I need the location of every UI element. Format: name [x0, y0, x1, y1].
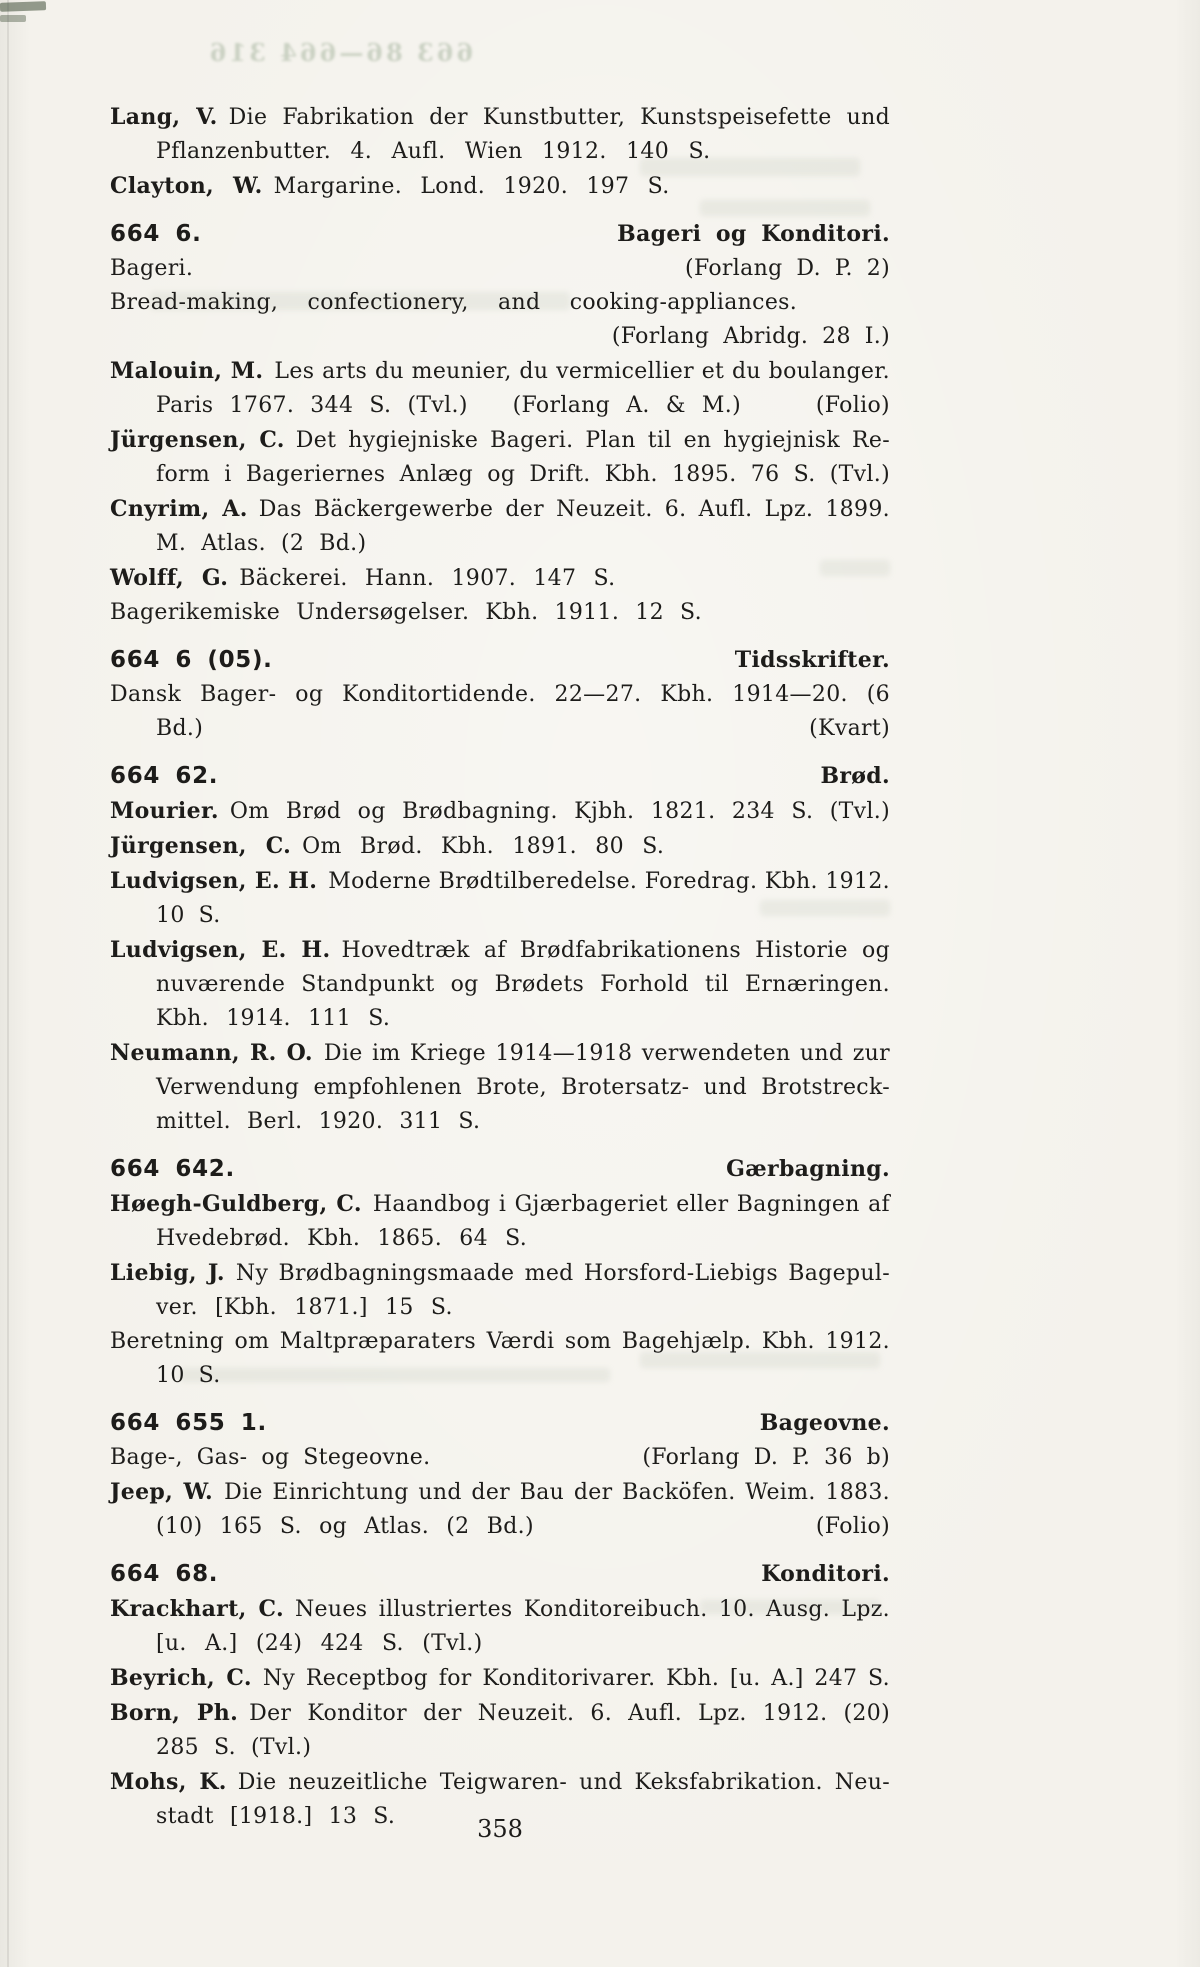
- entry-text: stadt [1918.] 13 S.: [156, 1804, 396, 1829]
- author-name: Born, Ph.: [110, 1700, 239, 1726]
- entry-left-part: [110, 1152, 235, 1187]
- entry-text: Die im Kriege 1914—1918 verwendeten und zur: [323, 1041, 891, 1066]
- entry-left-part: [110, 1557, 218, 1592]
- catalog-line: [110, 458, 890, 492]
- section-label: Tidsskrifter.: [734, 647, 890, 673]
- entry-text: Der Konditor der Neuzeit. 6. Aufl. Lpz. 1912. (20): [249, 1701, 890, 1726]
- catalog-line: [110, 1696, 890, 1731]
- annotation-right: (Folio): [815, 1514, 890, 1539]
- catalog-line: [110, 1359, 890, 1393]
- catalog-text-block: [110, 100, 890, 1834]
- entry-text: Pflanzenbutter. 4. Aufl. Wien 1912. 140 S.: [156, 139, 711, 164]
- catalog-line: [110, 561, 890, 596]
- entry-text: Om Brød og Brødbagning. Kjbh. 1821. 234 S. (Tvl.): [229, 799, 890, 824]
- classification-number: 664 62.: [110, 763, 219, 789]
- catalog-line: [110, 1325, 890, 1359]
- author-name: Mourier.: [110, 798, 219, 824]
- catalog-line: [110, 1222, 890, 1256]
- entry-text: form i Bageriernes Anlæg og Drift. Kbh. 1895. 76 S. (Tvl.): [156, 462, 890, 487]
- entry-text: Hovedtræk af Brødfabrikationens Historie og: [341, 938, 890, 963]
- entry-text: M. Atlas. (2 Bd.): [156, 531, 367, 556]
- author-name: Jürgensen, C.: [110, 833, 292, 859]
- entry-text: (10) 165 S. og Atlas. (2 Bd.): [156, 1514, 534, 1539]
- annotation-right: (Folio): [815, 393, 890, 418]
- author-name: Jürgensen, C.: [110, 427, 285, 453]
- entry-left-part: [156, 712, 203, 746]
- section-header-line: [110, 217, 890, 252]
- catalog-line: [110, 286, 890, 320]
- catalog-line: [110, 1036, 890, 1071]
- entry-text: Paris 1767. 344 S. (Tvl.): [156, 393, 468, 418]
- classification-number: 664 68.: [110, 1561, 219, 1587]
- entry-left-part: [110, 1441, 430, 1475]
- entry-text: Neues illustriertes Konditoreibuch. 10. Ausg. Lpz.: [294, 1597, 890, 1622]
- author-name: Wolff, G.: [110, 565, 229, 591]
- classification-number: 664 6 (05).: [110, 647, 273, 673]
- catalog-line: [110, 423, 890, 458]
- section-label: Gærbagning.: [726, 1156, 890, 1182]
- entry-text: Ny Receptbog for Konditorivarer. Kbh. [u. A.] 247 S.: [262, 1666, 890, 1691]
- entry-text: mittel. Berl. 1920. 311 S.: [156, 1109, 481, 1134]
- section-header-line: [110, 1557, 890, 1592]
- section-label: Konditori.: [761, 1561, 890, 1587]
- entry-text: Det hygiejniske Bageri. Plan til en hygiejnisk Re-: [295, 428, 890, 453]
- entry-text: Om Brød. Kbh. 1891. 80 S.: [302, 834, 665, 859]
- catalog-line: [110, 389, 890, 423]
- catalog-line: [110, 135, 890, 169]
- catalog-line: [110, 794, 890, 829]
- scan-artifact-corner-mark: [0, 15, 26, 22]
- section-header-line: [110, 1406, 890, 1441]
- author-name: Clayton, W.: [110, 173, 263, 199]
- entry-text: Bage-, Gas- og Stegeovne.: [110, 1445, 431, 1470]
- catalog-line: [110, 968, 890, 1002]
- entry-left-part: [110, 759, 218, 794]
- catalog-line: [110, 1002, 890, 1036]
- entry-left-part: [156, 1510, 534, 1544]
- annotation-right: (Kvart): [809, 716, 890, 741]
- entry-text: Bd.): [156, 716, 204, 741]
- annotation-mid: (Forlang A. & M.): [512, 393, 741, 418]
- section-header-line: [110, 759, 890, 794]
- entry-text: 10 S.: [156, 903, 221, 928]
- entry-text: Die Fabrikation der Kunstbutter, Kunstspeisefette und: [228, 105, 890, 130]
- entry-text: Bageri.: [110, 256, 194, 281]
- annotation-right: (Forlang Abridg. 28 I.): [611, 324, 890, 349]
- catalog-line: [110, 1627, 890, 1661]
- catalog-line: [110, 678, 890, 712]
- entry-left-part: [156, 389, 468, 423]
- catalog-line: [110, 1256, 890, 1291]
- author-name: Ludvigsen, E. H.: [110, 868, 318, 894]
- entry-text: Ny Brødbagningsmaade med Horsford-Liebigs Bagepul-: [235, 1261, 890, 1286]
- catalog-line: [110, 320, 890, 354]
- catalog-line: [110, 829, 890, 864]
- entry-left-part: [110, 217, 202, 252]
- catalog-line: [110, 492, 890, 527]
- author-name: Beyrich, C.: [110, 1665, 252, 1691]
- catalog-line: [110, 1475, 890, 1510]
- section-label: Bageovne.: [759, 1410, 890, 1436]
- entry-left-part: [110, 643, 273, 678]
- catalog-line: [110, 1187, 890, 1222]
- catalog-line: [110, 596, 890, 630]
- entry-text: Dansk Bager- og Konditortidende. 22—27. Kbh. 1914—20. (6: [110, 682, 890, 707]
- catalog-line: [110, 1592, 890, 1627]
- entry-text: Beretning om Maltpræparaters Værdi som Bagehjælp. Kbh. 1912.: [110, 1329, 890, 1354]
- section-header-line: [110, 1152, 890, 1187]
- author-name: Krackhart, C.: [110, 1596, 284, 1622]
- entry-text: 10 S.: [156, 1363, 221, 1388]
- author-name: Neumann, R. O.: [110, 1040, 313, 1066]
- author-name: Jeep, W.: [110, 1479, 214, 1505]
- author-name: Høegh-Guldberg, C.: [110, 1191, 362, 1217]
- entry-text: Bread-making, confectionery, and cooking-appliances.: [110, 290, 798, 315]
- entry-left-part: [110, 1406, 267, 1441]
- annotation-right: (Forlang D. P. 2): [685, 256, 890, 281]
- author-name: Mohs, K.: [110, 1769, 227, 1795]
- entry-text: Hvedebrød. Kbh. 1865. 64 S.: [156, 1226, 528, 1251]
- scan-artifact-crease: [7, 0, 9, 1967]
- section-header-line: [110, 643, 890, 678]
- author-name: Cnyrim, A.: [110, 496, 248, 522]
- classification-number: 664 655 1.: [110, 1410, 267, 1436]
- catalog-line: [110, 1105, 890, 1139]
- section-label: Bageri og Konditori.: [617, 221, 890, 247]
- catalog-line: [110, 1661, 890, 1696]
- classification-number: 664 642.: [110, 1156, 235, 1182]
- catalog-line: [110, 1731, 890, 1765]
- catalog-line: [110, 933, 890, 968]
- author-name: Malouin, M.: [110, 358, 264, 384]
- entry-text: Margarine. Lond. 1920. 197 S.: [273, 174, 670, 199]
- entry-text: Haandbog i Gjærbageriet eller Bagningen af: [372, 1192, 890, 1217]
- entry-text: Verwendung empfohlenen Brote, Brotersatz- und Brotstreck-: [156, 1075, 890, 1100]
- entry-text: Die Einrichtung und der Bau der Backöfen. Weim. 1883.: [224, 1480, 891, 1505]
- page-number: 358: [477, 1815, 523, 1843]
- catalog-line: [110, 864, 890, 899]
- entry-left-part: [110, 252, 193, 286]
- entry-text: ver. [Kbh. 1871.] 15 S.: [156, 1295, 453, 1320]
- entry-text: Bäckerei. Hann. 1907. 147 S.: [239, 566, 616, 591]
- catalog-line: [110, 1441, 890, 1475]
- author-name: Liebig, J.: [110, 1260, 225, 1286]
- entry-text: Bagerikemiske Undersøgelser. Kbh. 1911. 12 S.: [110, 600, 702, 625]
- entry-text: Moderne Brødtilberedelse. Foredrag. Kbh. 1912.: [328, 869, 890, 894]
- entry-text: [u. A.] (24) 424 S. (Tvl.): [156, 1631, 483, 1656]
- catalog-line: [110, 1765, 890, 1800]
- catalog-line: [110, 1291, 890, 1325]
- catalog-line: [110, 527, 890, 561]
- entry-text: 285 S. (Tvl.): [156, 1735, 312, 1760]
- catalog-line: [110, 100, 890, 135]
- annotation-right: (Forlang D. P. 36 b): [642, 1445, 890, 1470]
- catalog-line: [110, 899, 890, 933]
- catalog-line: [110, 712, 890, 746]
- section-label: Brød.: [820, 763, 890, 789]
- author-name: Lang, V.: [110, 104, 218, 130]
- catalog-line: [110, 252, 890, 286]
- entry-text: Die neuzeitliche Teigwaren- und Keksfabrikation. Neu-: [237, 1770, 890, 1795]
- catalog-line: [110, 1510, 890, 1544]
- entry-text: nuværende Standpunkt og Brødets Forhold til Ernæringen.: [156, 972, 890, 997]
- entry-text: Das Bäckergewerbe der Neuzeit. 6. Aufl. Lpz. 1899.: [258, 497, 890, 522]
- entry-text: Kbh. 1914. 111 S.: [156, 1006, 391, 1031]
- catalog-line: [110, 169, 890, 204]
- bleed-through-text: 663 86—664 316: [206, 38, 474, 67]
- catalog-line: [110, 1071, 890, 1105]
- catalog-line: [110, 354, 890, 389]
- entry-text: Les arts du meunier, du vermicellier et du boulanger.: [274, 359, 890, 384]
- classification-number: 664 6.: [110, 221, 202, 247]
- author-name: Ludvigsen, E. H.: [110, 937, 331, 963]
